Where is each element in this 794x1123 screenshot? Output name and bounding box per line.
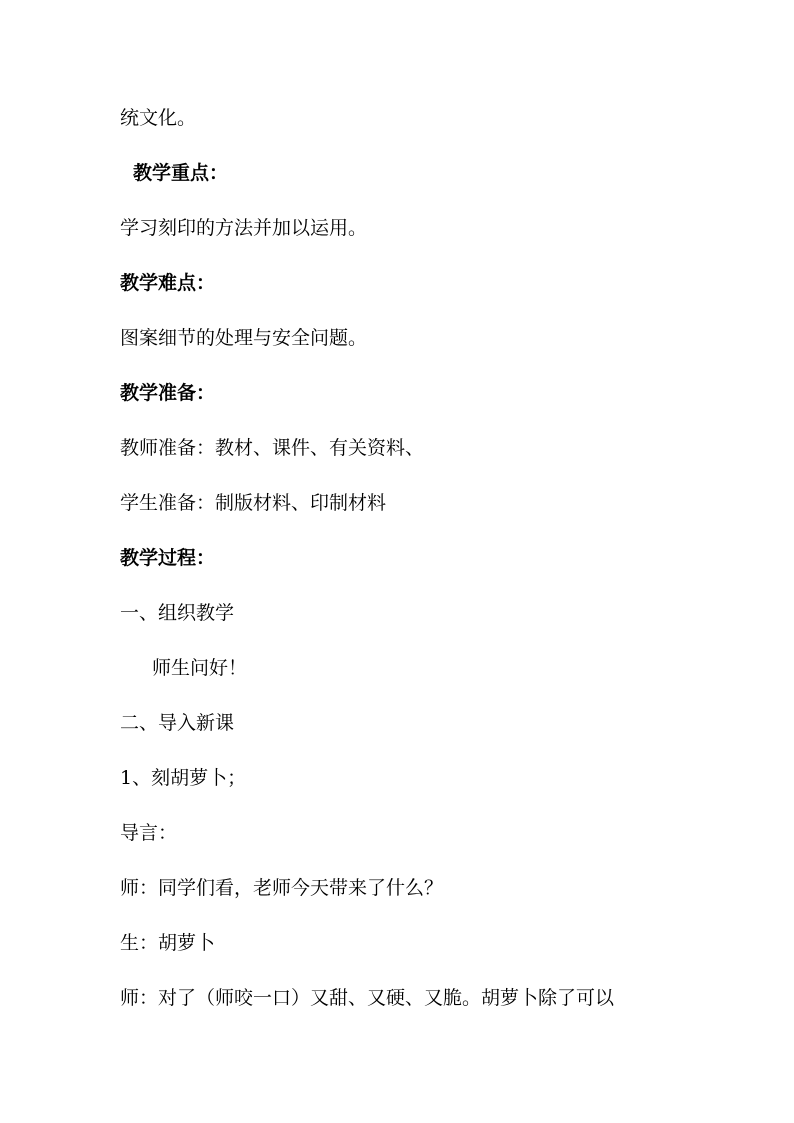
paragraph-difficulty-content: 图案细节的处理与安全问题。 — [120, 327, 368, 349]
paragraph-student-preparation: 学生准备：制版材料、印制材料 — [120, 492, 387, 514]
dialogue-student-answer: 生：胡萝卜 — [120, 932, 216, 954]
heading-teaching-preparation: 教学准备： — [120, 382, 216, 404]
heading-teaching-focus: 教学重点： — [133, 162, 229, 184]
paragraph-continuation: 统文化。 — [120, 107, 197, 129]
heading-teaching-process: 教学过程： — [120, 547, 216, 569]
heading-teaching-difficulty: 教学难点： — [120, 272, 216, 294]
paragraph-teacher-preparation: 教师准备：教材、课件、有关资料、 — [120, 437, 425, 459]
paragraph-greeting: 师生问好！ — [152, 657, 248, 679]
section-organize-teaching: 一、组织教学 — [120, 602, 235, 624]
paragraph-introduction-label: 导言： — [120, 822, 178, 844]
dialogue-teacher-question: 师：同学们看，老师今天带来了什么？ — [120, 877, 444, 899]
paragraph-focus-content: 学习刻印的方法并加以运用。 — [120, 217, 368, 239]
list-item-carve-carrot: 1、刻胡萝卜； — [120, 767, 247, 789]
section-introduce-new-lesson: 二、导入新课 — [120, 712, 235, 734]
dialogue-teacher-response: 师：对了（师咬一口）又甜、又硬、又脆。胡萝卜除了可以 — [120, 987, 615, 1009]
